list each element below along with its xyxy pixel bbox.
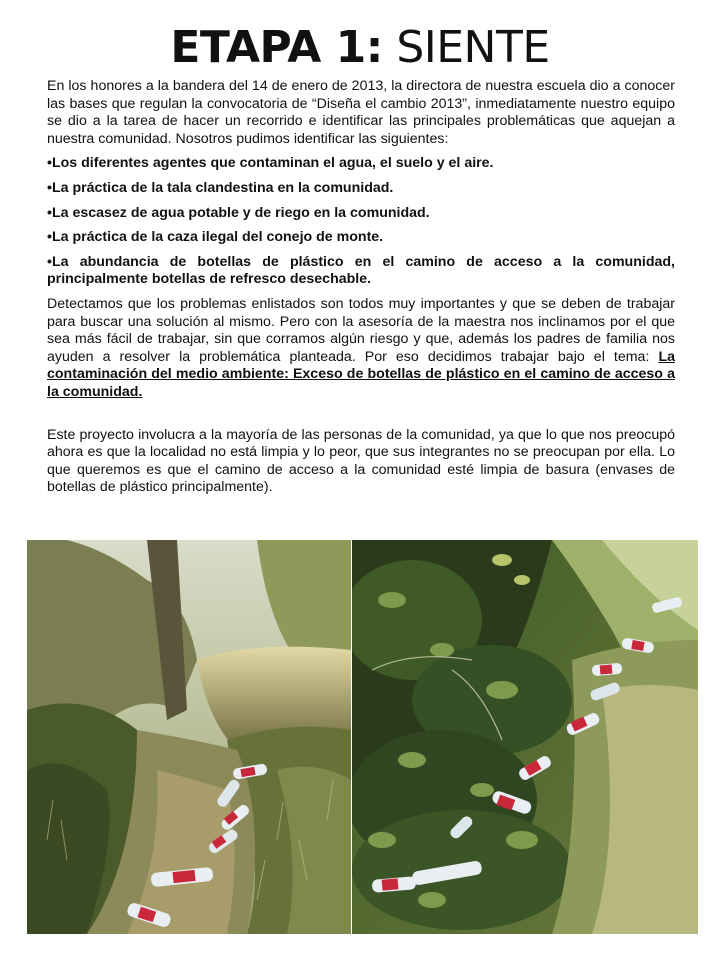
problem-text: La abundancia de botellas de plástico en el camino de acceso a la comunidad, principalmente botellas de refresco desechable. — [47, 253, 675, 288]
problem-item — [47, 155, 675, 173]
detect-paragraph — [47, 296, 675, 402]
project-paragraph: Este proyecto involucra a la mayoría de las personas de la comunidad, ya que lo que nos preocupó ahora es que la localidad no está limpia y lo peor, que sus integrantes no se preocupan por ella. Lo que queremos es que el camino de acceso a la comunidad esté limpia de basura (envases de botellas de plástico principalmente). — [47, 426, 675, 496]
problem-text: La práctica de la tala clandestina en la comunidad. — [51, 179, 394, 196]
chosen-topic: La contaminación del medio ambiente: Exceso de botellas de plástico en el camino de acceso a la comunidad. — [47, 348, 675, 400]
bullet-icon: • — [47, 204, 52, 221]
problem-text: La práctica de la caza ilegal del conejo de monte. — [51, 229, 384, 246]
detect-text: Detectamos que los problemas enlistados son todos muy importantes y que se deben de trabajar para buscar una solución al mismo. Pero con la asesoría de la maestra nos inclinamos por el que sea más fácil de trabajar, sin que corramos algún riesgo y que, además los padres de familia nos ayuden a resolver la problemática planteada. Por eso decidimos trabajar bajo el tema: — [47, 295, 675, 365]
problem-item — [47, 180, 675, 198]
title-stage: ETAPA 1: — [170, 22, 383, 73]
page-title — [0, 22, 720, 74]
body-text — [47, 78, 675, 504]
title-word: SIENTE — [396, 22, 550, 73]
photo-path-bottles-left — [27, 540, 351, 934]
bullet-icon: • — [47, 179, 52, 196]
intro-paragraph: En los honores a la bandera del 14 de enero de 2013, la directora de nuestra escuela dio a conocer las bases que regulan la convocatoria de “Diseña el cambio 2013”, inmediatamente nuestro equipo se dio a la tarea de hacer un recorrido e identificar las principales problemáticas que aquejan a nuestra comunidad. Nosotros pudimos identificar las siguientes: — [47, 78, 675, 147]
problem-item — [47, 254, 675, 289]
problem-text: Los diferentes agentes que contaminan el agua, el suelo y el aire. — [51, 155, 494, 172]
bullet-icon: • — [47, 155, 52, 172]
bullet-icon: • — [47, 229, 52, 246]
problem-item — [47, 205, 675, 223]
bullet-icon: • — [47, 253, 52, 270]
photo-path-bottles-right — [352, 540, 698, 934]
problem-item — [47, 229, 675, 247]
problem-text: La escasez de agua potable y de riego en la comunidad. — [51, 204, 430, 221]
problem-list — [47, 155, 675, 289]
